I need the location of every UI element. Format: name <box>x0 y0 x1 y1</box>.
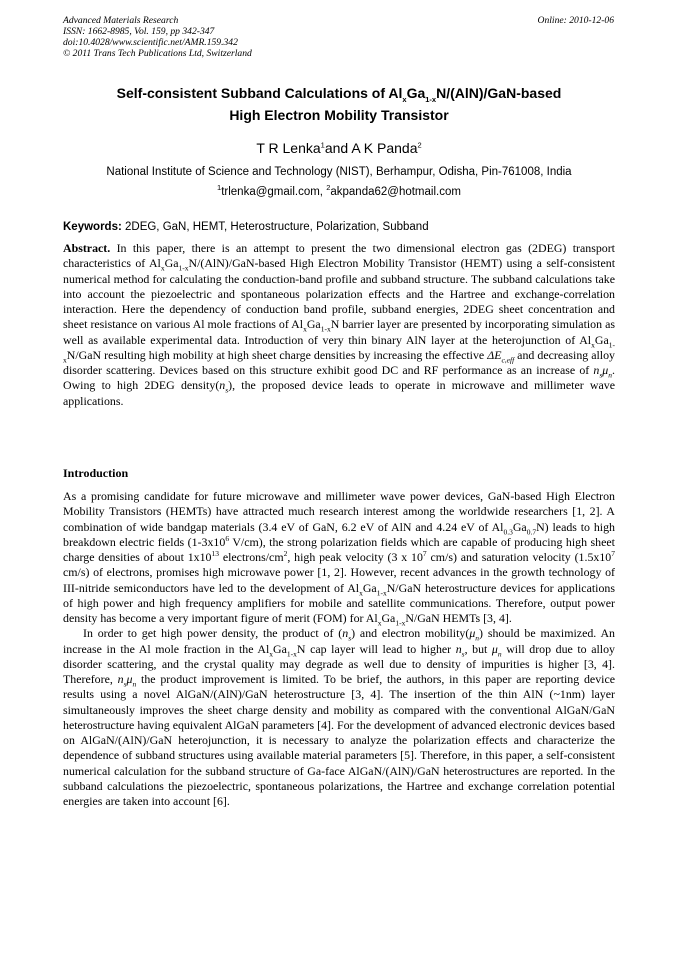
title-line-1: Self-consistent Subband Calculations of $Al_xGa_{1-x}N/(AlN)/GaN$-based <box>116 85 562 104</box>
authors: T R Lenka$^1$and A K Panda$^2$ <box>256 140 422 156</box>
paper-title <box>63 82 615 126</box>
abstract: Abstract. In this paper, there is an attempt to present the two dimensional electron gas (2DEG) transport characteristics of $Al_xGa_{1-x}N/(AlN)/GaN$-based High Electron Mobility Transistor (HEMT) using a self-consistent numerical method for calculating the conduction-band profile and subband structure. The subband calculations take into account the piezoelectric and spontaneous polarization effects and the Hartree and exchange-correlation interaction. Here the dependency of conduction band profile, subband energies, 2DEG sheet concentration and sheet resistance on various Al mole fractions of $Al_xGa_{1-x}N$ barrier layer are presented by incorporating simulation as well as available experimental data. Introduction of very thin binary AlN layer at the heterojunction of $Al_xGa_{1-x}N$/GaN resulting high mobility at high sheet charge densities by increasing the effective $\Delta E_{c,eff}$ and decreasing alloy disorder scattering. Devices based on this structure exhibit good DC and RF performance as an increase of $n_s\mu_n$. Owing to high 2DEG $density(n_s)$, the proposed device leads to operate in microwave and millimeter wave applications. <box>63 241 615 408</box>
author-emails: $^1$trlenka@gmail.com, $^2$akpanda62@hotmail.com <box>217 183 461 198</box>
abstract-label: Abstract. <box>63 241 111 255</box>
introduction-body <box>63 489 615 809</box>
intro-paragraph-1: As a promising candidate for future microwave and millimeter wave power devices, GaN-based High Electron Mobility Transistors (HEMTs) have attracted much research interest among the worldwide researchers [1, 2]. A combination of wide bandgap materials (3.4 eV of GaN, 6.2 eV of AlN and 4.24 eV of $Al_{0.3}Ga_{0.7}N$) leads to high breakdown electric fields ($1-3x10^6$ V/cm), the strong polarization fields which are capable of producing high sheet charge densities of about $1x10^{13}$ electrons/$cm^2$, high peak velocity (3 x $10^7$ cm/s) and saturation velocity ($1.5x10^7$ cm/s) of electrons, promises high microwave power [1, 2]. However, recent advances in the growth technology of III-nitride semiconductors have led to the development of $Al_xGa_{1-x}N$/GaN heterostructure devices for applications of high power and high frequency amplifiers for mobile and satellite communications. Therefore, output power density has become a very important figure of merit (FOM) for $Al_xGa_{1-x}N$/GaN HEMTs [3, 4]. <box>63 489 615 628</box>
affiliation: National Institute of Science and Technology (NIST), Berhampur, Odisha, Pin-761008, India <box>106 166 572 178</box>
issn-line: ISSN: 1662-8985, Vol. 159, pp 342-347 <box>63 26 215 37</box>
keywords-label: Keywords: <box>63 221 122 233</box>
copyright-line: © 2011 Trans Tech Publications Ltd, Switzerland <box>63 48 252 59</box>
title-line-2: High Electron Mobility Transistor <box>229 107 449 123</box>
intro-paragraph-2: In order to get high power density, the product of $(n_s)$ and electron $mobility(\mu_n)$ should be maximized. An increase in the Al mole fraction in the $Al_xGa_{1-x}N$ cap layer will lead to higher $n_s$, but $\mu_n$ will drop due to alloy disorder scattering, and the crystal quality may degrade as well due to density of impurities is higher [3, 4]. Therefore, $n_s\mu_n$ the product improvement is limited. To be brief, the authors, in this paper are reporting device results using a novel AlGaN/(AlN)/GaN heterostructure [3, 4]. The insertion of the thin AlN (~1nm) layer simultaneously improves the sheet charge density and mobility as compared with the conventional AlGaN/GaN heterostructure having equivalent AlGaN parameters [4]. For the development of advanced electronic devices based on AlGaN/(AlN)/GaN heterojunction, it is necessary to analyze the polarization effects and characterize the dependence of subband structures using available material parameters [5]. Therefore, in this paper, a self-consistent numerical calculation for the subband structure of Ga-face AlGaN/(AlN)/GaN heterostructures are reported. In the subband calculations the piezoelectric, spontaneous polarizations, the Hartree and exchange correlation potential energies are taken into account [6]. <box>63 626 616 808</box>
journal-header <box>63 15 252 59</box>
introduction-heading: Introduction <box>63 466 129 480</box>
online-date: Online: 2010-12-06 <box>537 15 614 26</box>
keywords: Keywords: 2DEG, GaN, HEMT, Heterostructure, Polarization, Subband <box>63 221 429 233</box>
journal-name: Advanced Materials Research <box>63 15 179 26</box>
doi-line: doi:10.4028/www.scientific.net/AMR.159.342 <box>63 37 238 48</box>
